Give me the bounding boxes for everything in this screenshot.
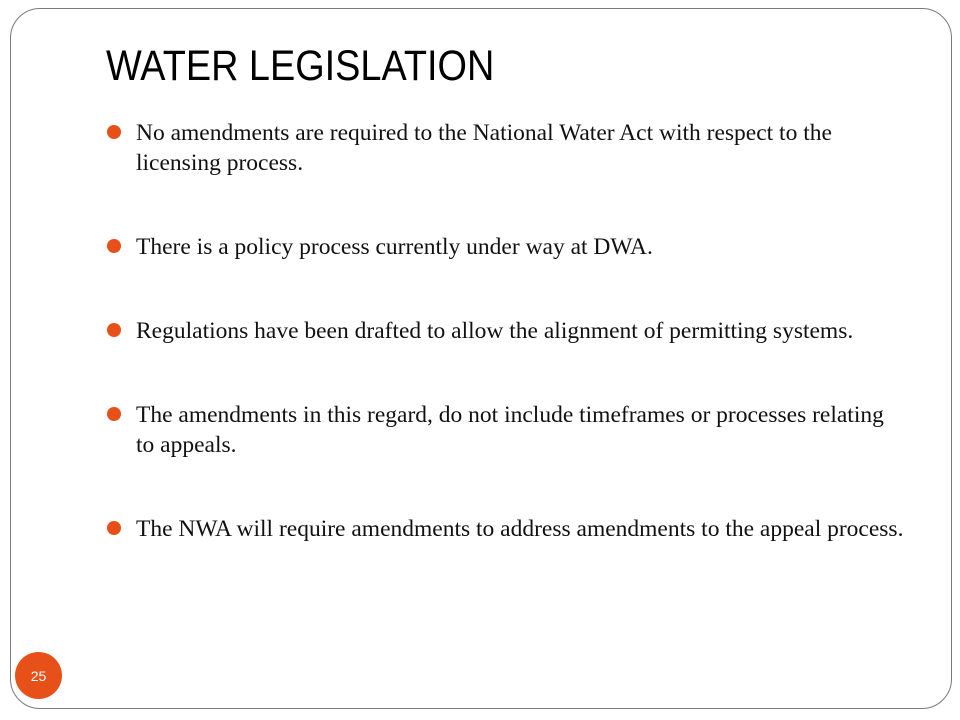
bullet-dot-icon — [107, 239, 121, 253]
bullet-item — [106, 232, 906, 262]
page-number-badge: 25 — [15, 652, 62, 699]
bullet-text: The amendments in this regard, do not include timeframes or processes relating to appeals. — [136, 402, 884, 458]
bullet-item — [106, 118, 906, 178]
bullet-dot-icon — [107, 323, 121, 337]
bullet-item — [106, 400, 906, 460]
bullet-text: The NWA will require amendments to address amendments to the appeal process. — [136, 516, 904, 542]
bullet-dot-icon — [107, 407, 121, 421]
bullet-list — [106, 118, 906, 598]
bullet-text: No amendments are required to the National Water Act with respect to the licensing process. — [136, 120, 832, 176]
bullet-dot-icon — [107, 125, 121, 139]
slide-title: WATER LEGISLATION — [106, 42, 495, 90]
bullet-dot-icon — [107, 521, 121, 535]
bullet-text: There is a policy process currently under way at DWA. — [136, 234, 653, 260]
bullet-item — [106, 514, 906, 544]
bullet-text: Regulations have been drafted to allow the alignment of permitting systems. — [136, 318, 854, 344]
bullet-item — [106, 316, 906, 346]
